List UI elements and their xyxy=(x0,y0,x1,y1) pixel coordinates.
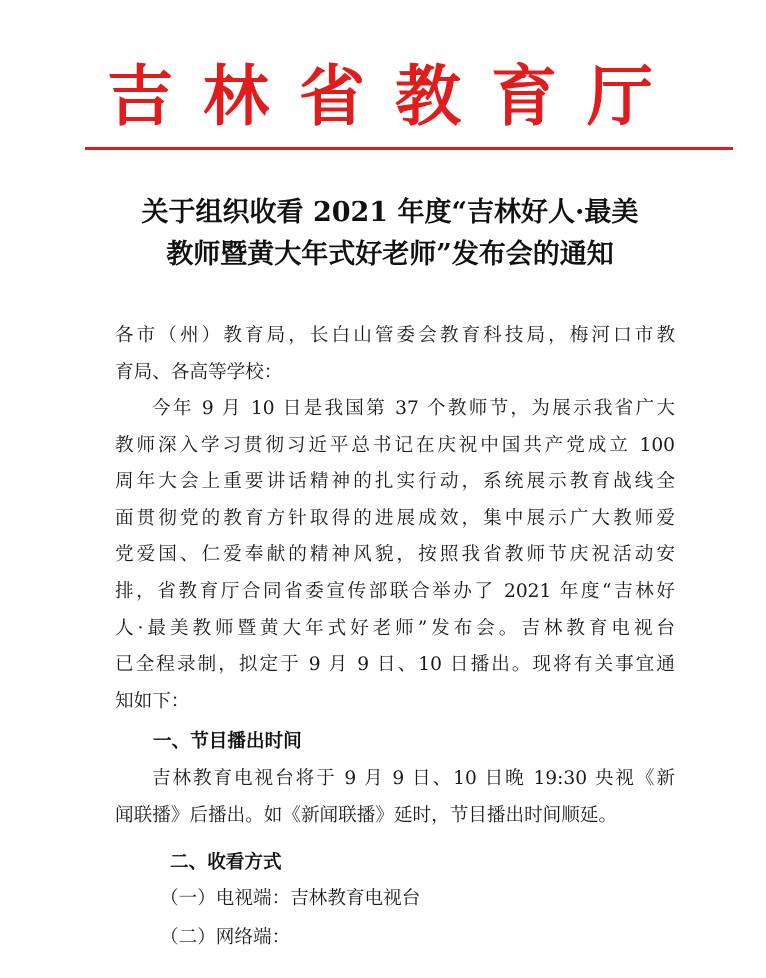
paragraph-line: 已全程录制，拟定于 9 月 9 日、10 日播出。现将有关事宜通 xyxy=(115,654,675,676)
paragraph-line: 知如下： xyxy=(115,690,190,712)
section-1-body xyxy=(115,761,675,834)
addressee-line-2: 育局、各高等学校： xyxy=(115,361,283,383)
document-title xyxy=(60,192,720,276)
paragraph-line: 人·最美教师暨黄大年式好老师”发布会。吉林教育电视台 xyxy=(115,617,675,639)
intro-paragraph xyxy=(115,391,675,720)
addressee xyxy=(115,318,675,391)
paragraph-line: 面贯彻党的教育方针取得的进展成效，集中展示广大教师爱 xyxy=(115,507,675,529)
paragraph-line: 党爱国、仁爱奉献的精神风貌，按照我省教师节庆祝活动安 xyxy=(115,544,675,566)
masthead-title: 吉林省教育厅 xyxy=(107,57,683,135)
section-2-item-2: （二）网络端： xyxy=(160,927,291,948)
addressee-line-1: 各市（州）教育局，长白山管委会教育科技局，梅河口市教 xyxy=(115,325,675,346)
section-2-item-1: （一）电视端：吉林教育电视台 xyxy=(160,888,421,909)
paragraph-line: 吉林教育电视台将于 9 月 9 日、10 日晚 19:30 央视《新 xyxy=(152,768,675,789)
paragraph-line: 闻联播》后播出。如《新闻联播》延时，节目播出时间顺延。 xyxy=(115,804,618,826)
paragraph-line: 排，省教育厅合同省委宣传部联合举办了 2021 年度“吉林好 xyxy=(115,580,675,602)
title-line-1: 关于组织收看 2021 年度“吉林好人·最美 xyxy=(141,197,639,228)
paragraph-line: 教师深入学习贯彻习近平总书记在庆祝中国共产党成立 100 xyxy=(115,434,675,456)
section-1-heading: 一、节目播出时间 xyxy=(153,731,302,752)
paragraph-line: 今年 9 月 10 日是我国第 37 个教师节，为展示我省广大 xyxy=(152,398,675,419)
section-2-heading: 二、收看方式 xyxy=(170,852,282,873)
paragraph-line: 周年大会上重要讲话精神的扎实行动，系统展示教育战线全 xyxy=(115,471,675,493)
red-divider xyxy=(85,147,733,150)
title-line-2: 教师暨黄大年式好老师”发布会的通知 xyxy=(166,239,614,270)
